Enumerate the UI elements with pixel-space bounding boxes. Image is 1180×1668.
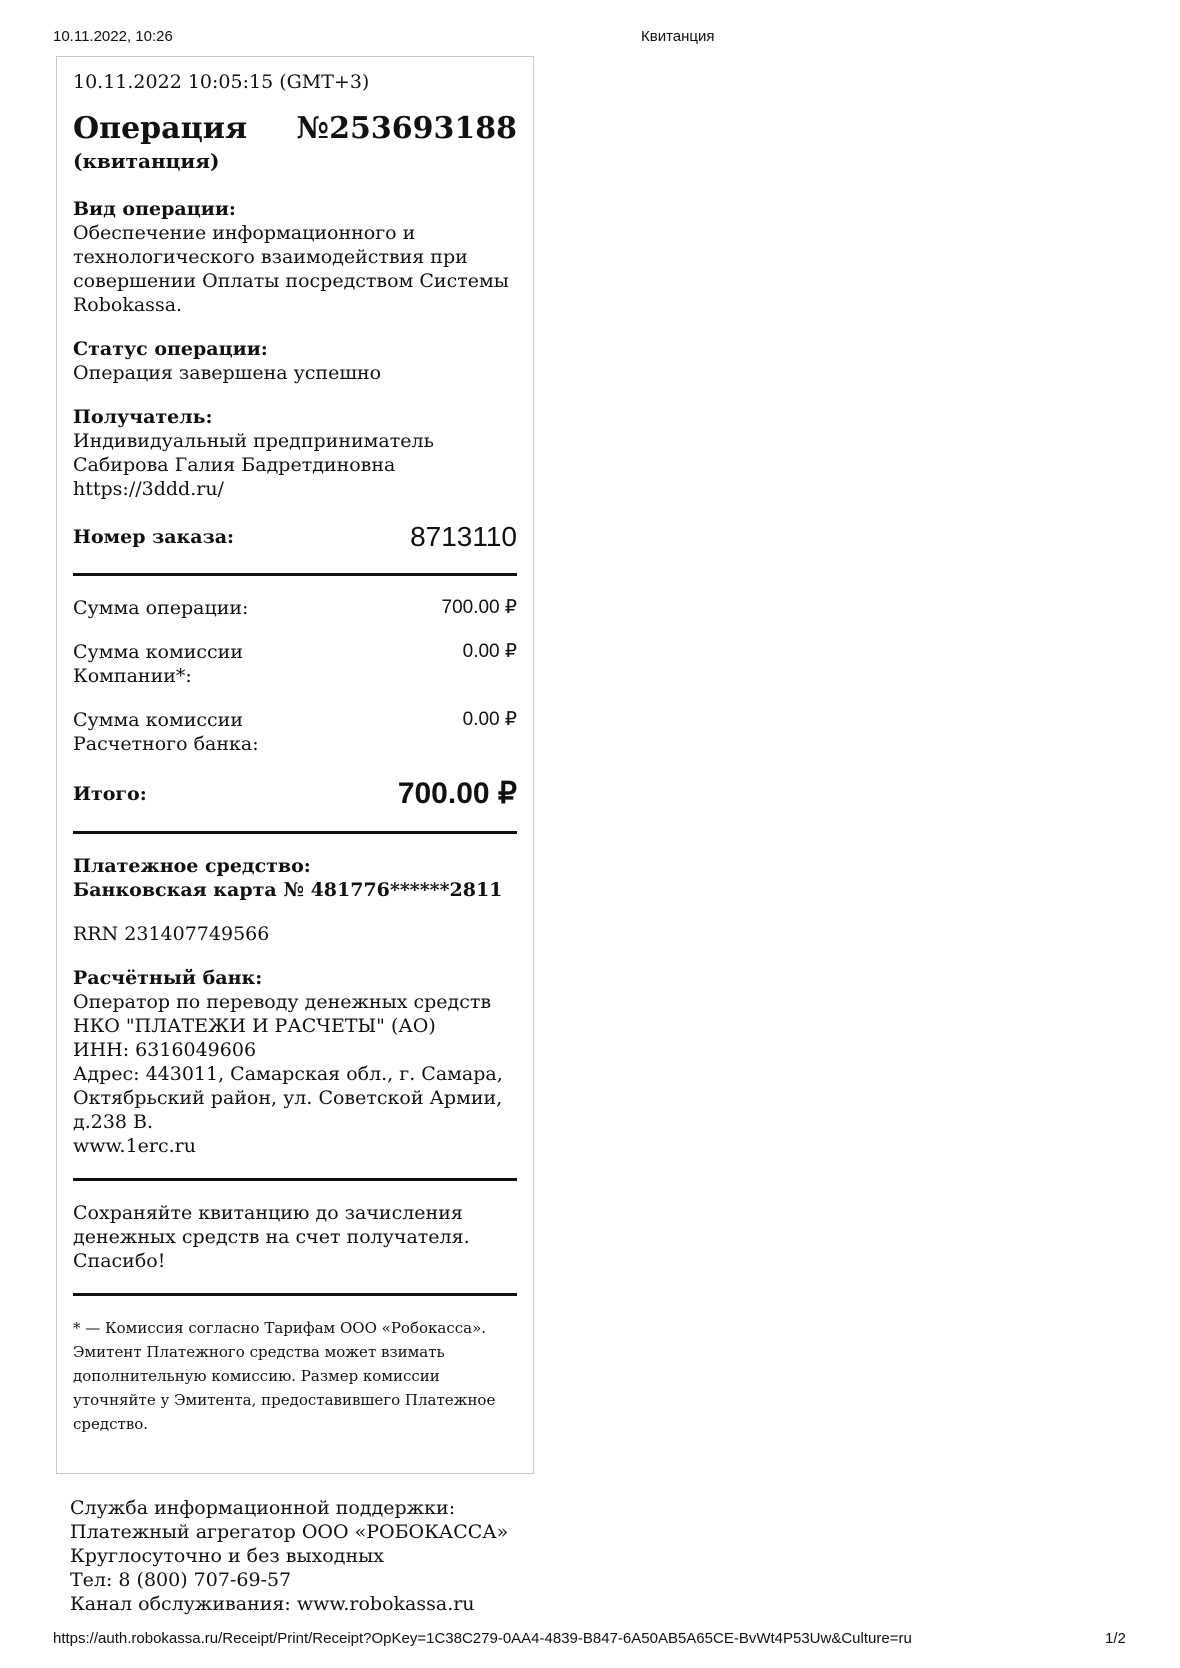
amount-row [73,596,517,620]
recipient-block [73,405,517,501]
order-row [73,521,517,553]
print-footer-page: 1/2 [1105,1630,1126,1647]
operation-type-line: Обеспечение информационного и [73,222,416,244]
bank-line: Оператор по переводу денежных средств [73,991,492,1013]
total-value: 700.00 ₽ [397,777,517,810]
support-info: Служба информационной поддержки: Платежный агрегатор ООО «РОБОКАССА» Круглосуточно и без выходных Тел: 8 (800) 707-69-57 Канал обслуживания: www.robokassa.ru [70,1497,509,1615]
bank-address: Октябрьский район, ул. Советской Армии, [73,1087,503,1109]
divider [73,1293,517,1296]
status-value: Операция завершена успешно [73,362,382,384]
payment-method-label: Платежное средство: [73,855,311,877]
recipient-label: Получатель: [73,406,213,428]
operation-type-line: совершении Оплаты посредством Системы [73,270,509,292]
payment-card: Банковская карта № 481776******2811 [73,879,503,901]
amount-label: Сумма комиссии Компании*: [73,641,244,687]
operation-type-line: Robokassa. [73,294,183,316]
amount-value: 700.00 ₽ [441,597,517,618]
recipient-line: Индивидуальный предприниматель [73,430,434,452]
print-footer-url: https://auth.robokassa.ru/Receipt/Print/Receipt?OpKey=1C38C279-0AA4-4839-B847-6A50AB5A65CE-BvWt4P53Uw&Culture=ru [53,1630,912,1647]
operation-title: Операция [73,111,248,146]
recipient-line: Сабирова Галия Бадретдиновна [73,454,396,476]
bank-line: НКО "ПЛАТЕЖИ И РАСЧЕТЫ" (АО) [73,1015,436,1037]
bank-label: Расчётный банк: [73,967,263,989]
operation-type-block [73,197,517,317]
total-row [73,776,517,811]
order-number: 8713110 [410,521,517,552]
rrn: RRN 231407749566 [73,923,270,945]
bank-block [73,966,517,1158]
recipient-url: https://3ddd.ru/ [73,478,224,500]
operation-type-line: технологического взаимодействия при [73,246,468,268]
bank-address: Адрес: 443011, Самарская обл., г. Самара, [73,1063,503,1085]
total-label: Итого: [73,782,147,805]
amount-value: 0.00 ₽ [462,641,517,662]
keep-receipt-note: Сохраняйте квитанцию до зачисления денежных средств на счет получателя. Спасибо! [73,1202,470,1272]
operation-subtitle: (квитанция) [73,149,220,173]
amount-row [73,708,517,756]
divider [73,831,517,834]
operation-type-label: Вид операции: [73,198,236,220]
divider [73,573,517,576]
print-header-title: Квитанция [641,28,715,45]
amount-row [73,640,517,688]
bank-website: www.1erc.ru [73,1135,196,1157]
commission-footnote: * — Комиссия согласно Тарифам ООО «Робокасса». Эмитент Платежного средства может взимать дополнительную комиссию. Размер комиссии уточняйте у Эмитента, предоставившего Платежное средство. [73,1319,496,1433]
receipt-card [56,56,534,1474]
amount-value: 0.00 ₽ [462,709,517,730]
operation-number: №253693188 [296,111,517,146]
bank-address: д.238 В. [73,1111,154,1133]
order-label: Номер заказа: [73,526,235,548]
divider [73,1178,517,1181]
print-header-datetime: 10.11.2022, 10:26 [53,28,173,45]
bank-inn: ИНН: 6316049606 [73,1039,257,1061]
operation-header [73,111,517,147]
amount-label: Сумма операции: [73,597,249,619]
status-label: Статус операции: [73,338,268,360]
operation-datetime: 10.11.2022 10:05:15 (GMT+3) [73,71,370,93]
status-block [73,337,517,385]
payment-method-block [73,854,517,902]
amount-label: Сумма комиссии Расчетного банка: [73,709,259,755]
